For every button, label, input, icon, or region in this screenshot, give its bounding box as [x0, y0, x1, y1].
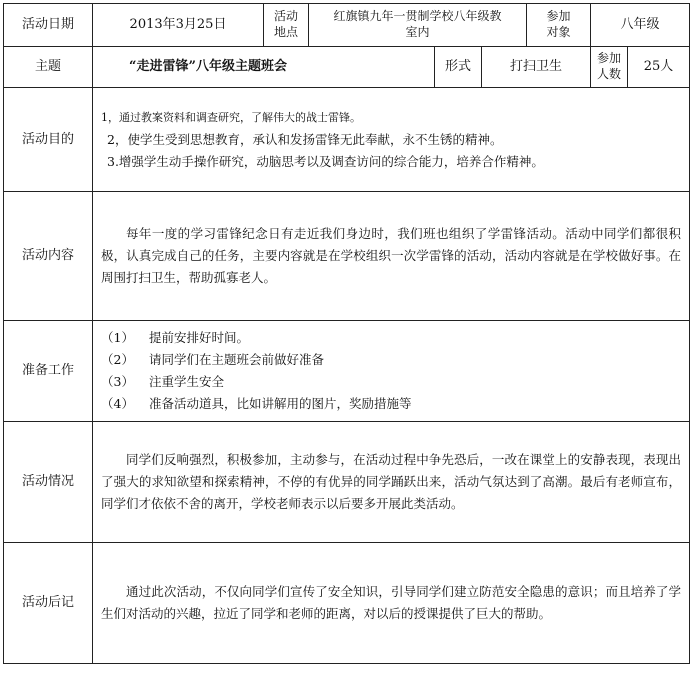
count-label-line2: 人数: [597, 67, 622, 81]
content-text: 每年一度的学习雷锋纪念日有走近我们身边时，我们班也组织了学雷锋活动。活动中同学们都很积极，认真完成自己的任务，主要内容就是在学校组织一次学雷锋的活动，活动内容就是在学校做好事。在周围打扫卫生，帮助孤寡老人。: [101, 226, 682, 285]
afterword-text-cell: [93, 543, 690, 664]
header-row: [4, 4, 690, 47]
place-label-line2: 地点: [273, 25, 298, 39]
theme-row: [4, 47, 690, 88]
preparation-item-num: （3）: [101, 374, 134, 389]
place-label-line1: 活动: [273, 9, 298, 24]
content-text-cell: [93, 192, 690, 321]
activity-record-table: [3, 3, 690, 664]
form-label: 形式: [435, 47, 482, 88]
goal-content: [93, 88, 690, 192]
situation-text-cell: [93, 422, 690, 543]
place-value-line2: 室内: [405, 25, 430, 39]
target-value: 八年级: [591, 4, 690, 47]
afterword-label: 活动后记: [4, 543, 93, 664]
count-value: 25人: [628, 47, 690, 88]
situation-row: [4, 422, 690, 543]
preparation-item-num: （2）: [101, 352, 134, 367]
preparation-item: [101, 327, 681, 349]
date-label: 活动日期: [4, 4, 93, 47]
target-label-line2: 对象: [546, 25, 571, 39]
preparation-item: [101, 349, 681, 371]
content-row: [4, 192, 690, 321]
content-label: 活动内容: [4, 192, 93, 321]
preparation-item-text: 提前安排好时间。: [149, 330, 250, 345]
target-label-line1: 参加: [546, 9, 571, 24]
date-value: 2013年3月25日: [93, 4, 264, 47]
situation-label: 活动情况: [4, 422, 93, 543]
preparation-item-text: 请同学们在主题班会前做好准备: [149, 352, 325, 367]
goal-item-2: 2，使学生受到思想教育，承认和发扬雷锋无此奉献，永不生锈的精神。: [107, 131, 503, 147]
preparation-label: 准备工作: [4, 321, 93, 422]
count-label: [591, 47, 628, 88]
place-label: [264, 4, 309, 47]
goal-row: [4, 88, 690, 192]
preparation-item: [101, 371, 681, 393]
preparation-item-num: （1）: [101, 330, 134, 345]
preparation-row: [4, 321, 690, 422]
goal-label: 活动目的: [4, 88, 93, 192]
theme-label: 主题: [4, 47, 93, 88]
afterword-text: 通过此次活动，不仅向同学们宣传了安全知识，引导同学们建立防范安全隐患的意识；而且培养了学生们对活动的兴趣，拉近了同学和老师的距离，对以后的授课提供了巨大的帮助。: [101, 584, 682, 621]
goal-item-1: 1，通过教案资料和调查研究，了解伟大的战士雷锋。: [101, 110, 361, 124]
goal-item-3: 3.增强学生动手操作研究，动脑思考以及调查访问的综合能力，培养合作精神。: [107, 153, 544, 169]
preparation-item-text: 准备活动道具，比如讲解用的图片，奖励措施等: [149, 396, 412, 411]
preparation-list: [93, 321, 690, 422]
theme-value: “走进雷锋”八年级主题班会: [93, 47, 435, 88]
place-value: [309, 4, 527, 47]
preparation-item-text: 注重学生安全: [149, 374, 225, 389]
afterword-row: [4, 543, 690, 664]
count-label-line1: 参加: [597, 51, 622, 66]
target-label: [527, 4, 591, 47]
situation-text: 同学们反响强烈，积极参加，主动参与，在活动过程中争先恐后，一改在课堂上的安静表现，表现出了强大的求知欲望和探索精神，不停的有优异的同学踊跃出来，活动气氛达到了高潮。最后有老师宣布，同学们才依依不舍的离开，学校老师表示以后要多开展此类活动。: [101, 452, 682, 511]
place-value-line1: 红旗镇九年一贯制学校八年级教: [333, 9, 502, 24]
form-value: 打扫卫生: [482, 47, 591, 88]
preparation-item-num: （4）: [101, 396, 134, 411]
preparation-item: [101, 393, 681, 415]
